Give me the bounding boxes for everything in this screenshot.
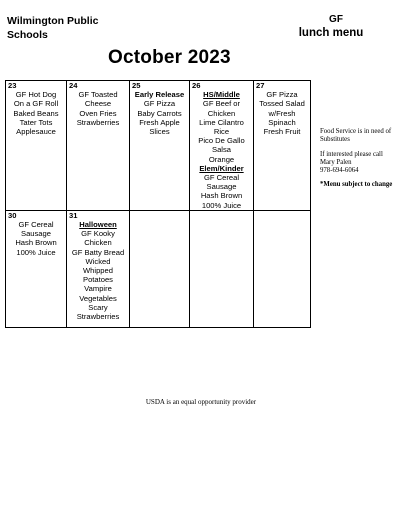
menu-item: Sausage	[21, 229, 51, 239]
day-cell-26	[190, 81, 254, 211]
day-cell-31	[67, 210, 130, 327]
day-cell-25	[130, 81, 190, 211]
menu-item: Baby Carrots	[137, 108, 182, 118]
menu-item: Vampire	[84, 284, 112, 294]
menu-item: GF Batty Bread	[71, 247, 125, 257]
menu-item: Slices	[149, 127, 170, 137]
org-name-line2: Schools	[7, 29, 48, 41]
empty-cell	[254, 210, 311, 327]
menu-item: Chicken	[207, 108, 236, 118]
menu-item: Salsa	[212, 145, 231, 155]
day-number: 26	[192, 81, 201, 90]
menu-item: Potatoes	[83, 275, 113, 285]
menu-item: Cheese	[84, 99, 112, 109]
day-number: 27	[256, 81, 265, 90]
day-heading-2: Elem/Kinder	[199, 163, 244, 173]
day-heading: HS/Middle	[203, 90, 240, 100]
menu-item: GF Cereal	[203, 173, 240, 183]
menu-item: Applesauce	[16, 127, 56, 137]
menu-calendar	[5, 80, 311, 328]
contact-phone: 978-694-6064	[320, 167, 359, 175]
menu-item: Fresh Fruit	[263, 127, 301, 137]
usda-footer: USDA is an equal opportunity provider	[145, 398, 257, 406]
menu-item: GF Beef or	[202, 99, 241, 109]
menu-item: Hash Brown	[15, 238, 57, 248]
menu-item: GF Pizza	[266, 90, 298, 100]
menu-item: Baked Beans	[13, 108, 59, 118]
side-notes	[320, 128, 398, 196]
menu-item: On a GF Roll	[13, 99, 59, 109]
day-number: 25	[132, 81, 141, 90]
day-cell-30	[6, 210, 67, 327]
menu-item: Vegetables	[79, 293, 117, 303]
menu-item: 100% Juice	[16, 247, 56, 257]
empty-cell	[130, 210, 190, 327]
menu-change-note: *Menu subject to change	[320, 181, 393, 189]
contact-intro: If interested please call Mary Palen	[320, 150, 383, 166]
day-heading: Early Release	[134, 90, 185, 100]
day-number: 23	[8, 81, 17, 90]
menu-item: Orange	[208, 154, 235, 164]
menu-item: GF Toasted	[78, 90, 118, 100]
menu-item: GF Cereal	[18, 220, 54, 230]
day-cell-24	[67, 81, 130, 211]
menu-item: Scary	[88, 302, 108, 312]
menu-title: lunch menu	[298, 27, 364, 39]
day-number: 30	[8, 210, 17, 220]
header-org	[7, 14, 98, 42]
menu-item: Strawberries	[76, 312, 120, 322]
menu-item: Rice	[213, 127, 230, 137]
menu-item: GF Pizza	[143, 99, 176, 109]
day-number: 24	[69, 81, 78, 90]
gf-label: GF	[329, 14, 343, 25]
page-title: October 2023	[108, 47, 231, 68]
menu-item: GF Kooky	[81, 229, 115, 239]
day-cell-27	[254, 81, 311, 211]
menu-item: Chicken	[84, 238, 112, 248]
header-menu	[296, 14, 376, 41]
empty-cell	[190, 210, 254, 327]
menu-item: 100% Juice	[201, 200, 242, 210]
day-heading: Halloween	[79, 220, 117, 230]
menu-item: Whipped	[83, 266, 113, 276]
menu-item: Sausage	[206, 182, 237, 192]
menu-item: Pico De Gallo	[198, 136, 245, 146]
day-cell-23	[6, 81, 67, 211]
menu-item: Strawberries	[76, 117, 120, 127]
menu-item: GF Hot Dog	[15, 90, 57, 100]
week-row-2	[6, 210, 311, 327]
menu-item: w/Fresh	[268, 108, 296, 118]
menu-item: Fresh Apple	[139, 117, 180, 127]
menu-item: Hash Brown	[200, 191, 243, 201]
week-row-1	[6, 81, 311, 211]
menu-item: Wicked	[85, 256, 111, 266]
menu-item: Tater Tots	[19, 117, 53, 127]
org-name-line1: Wilmington Public	[7, 15, 99, 27]
menu-item: Oven Fries	[79, 108, 117, 118]
menu-item: Lime Cilantro	[199, 117, 244, 127]
menu-item: Spinach	[268, 117, 296, 127]
menu-item: Tossed Salad	[259, 99, 305, 109]
substitutes-notice: Food Service is in need of Substitutes	[320, 128, 392, 144]
day-number: 31	[69, 210, 78, 220]
